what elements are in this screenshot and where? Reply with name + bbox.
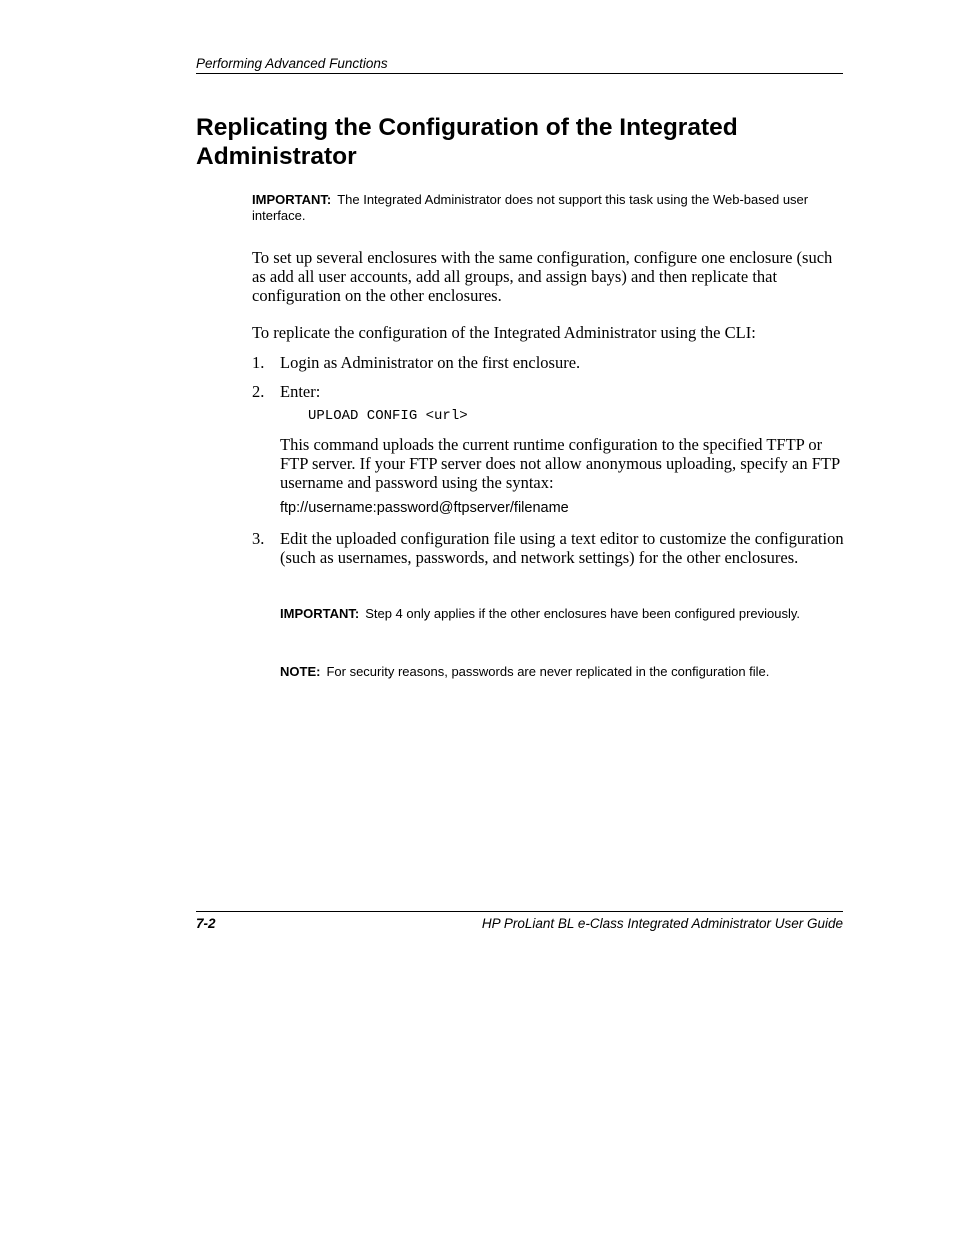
step-number: 1.	[252, 353, 265, 372]
important-text: Step 4 only applies if the other enclosures have been configured previously.	[365, 606, 801, 621]
important-callout-2	[280, 606, 800, 622]
section-title: Replicating the Configuration of the Integrated Administrator	[196, 114, 738, 170]
step-text: Login as Administrator on the first enclosure.	[280, 353, 581, 372]
running-header	[196, 56, 843, 74]
step-number: 3.	[252, 529, 265, 548]
guide-title: HP ProLiant BL e-Class Integrated Administrator User Guide	[481, 916, 843, 931]
step-text: Edit the uploaded configuration file using a text editor to customize the configuration (such as usernames, passwords, and network settings) for the other enclosures.	[280, 529, 844, 567]
note-label: NOTE:	[280, 664, 321, 679]
note-text: For security reasons, passwords are never replicated in the configuration file.	[326, 664, 770, 679]
important-label: IMPORTANT:	[252, 192, 332, 207]
command-code: UPLOAD CONFIG <url>	[308, 408, 468, 424]
important-callout-1	[252, 192, 842, 224]
ftp-syntax: ftp://username:password@ftpserver/filename	[280, 500, 569, 516]
page-number: 7-2	[196, 916, 216, 931]
intro-paragraph-2: To replicate the configuration of the Integrated Administrator using the CLI:	[252, 323, 756, 342]
running-header-title: Performing Advanced Functions	[196, 56, 388, 71]
intro-paragraph-1: To set up several enclosures with the same configuration, configure one enclosure (such as add all user accounts, add all groups, and assign bays) and then replicate that configuration on the other enclosures.	[252, 248, 833, 305]
note-callout	[280, 664, 845, 680]
page-footer	[196, 911, 843, 931]
important-text: The Integrated Administrator does not support this task using the Web-based user interface.	[252, 192, 809, 223]
step-text: Enter:	[280, 382, 321, 401]
step-number: 2.	[252, 382, 265, 401]
command-explanation: This command uploads the current runtime configuration to the specified TFTP or FTP server. If your FTP server does not allow anonymous uploading, specify an FTP username and password using the syntax:	[280, 435, 840, 492]
important-label: IMPORTANT:	[280, 606, 360, 621]
